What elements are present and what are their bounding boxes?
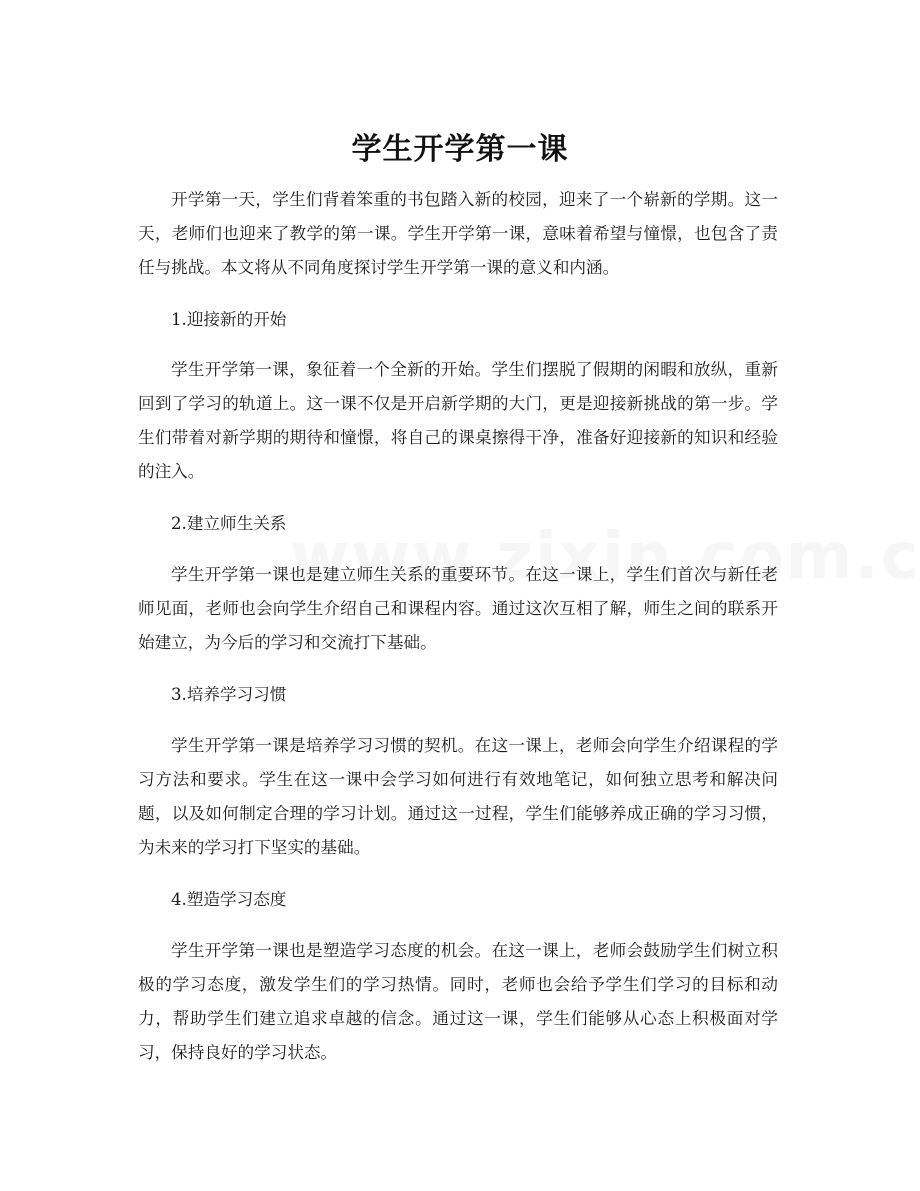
section-heading-1: 1.迎接新的开始: [171, 310, 287, 329]
section-heading-3: 3.培养学习习惯: [171, 685, 287, 704]
section-heading-2: 2.建立师生关系: [171, 514, 287, 533]
section-body-4: 学生开学第一课也是塑造学习态度的机会。在这一课上，老师会鼓励学生们树立积极的学习态度，激发学生们的学习热情。同时，老师也会给予学生们学习的目标和动力，帮助学生们建立追求卓越的信念。通过这一课，学生们能够从心态上积极面对学习，保持良好的学习状态。: [138, 941, 778, 1062]
intro-paragraph: 开学第一天，学生们背着笨重的书包踏入新的校园，迎来了一个崭新的学期。这一天，老师们也迎来了教学的第一课。学生开学第一课，意味着希望与憧憬，也包含了责任与挑战。本文将从不同角度探讨学生开学第一课的意义和内涵。: [138, 190, 778, 277]
section-body-2: 学生开学第一课也是建立师生关系的重要环节。在这一课上，学生们首次与新任老师见面，老师也会向学生介绍自己和课程内容。通过这次互相了解，师生之间的联系开始建立，为今后的学习和交流打下基础。: [138, 565, 778, 652]
section-body-1: 学生开学第一课，象征着一个全新的开始。学生们摆脱了假期的闲暇和放纵，重新回到了学习的轨道上。这一课不仅是开启新学期的大门，更是迎接新挑战的第一步。学生们带着对新学期的期待和憧憬，将自己的课桌擦得干净，准备好迎接新的知识和经验的注入。: [138, 360, 778, 481]
section-heading-4: 4.塑造学习态度: [171, 890, 287, 909]
page-title: 学生开学第一课: [351, 132, 569, 168]
section-body-3: 学生开学第一课是培养学习习惯的契机。在这一课上，老师会向学生介绍课程的学习方法和要求。学生在这一课中会学习如何进行有效地笔记，如何独立思考和解决问题，以及如何制定合理的学习计划。通过这一过程，学生们能够养成正确的学习习惯，为未来的学习打下坚实的基础。: [138, 736, 778, 857]
